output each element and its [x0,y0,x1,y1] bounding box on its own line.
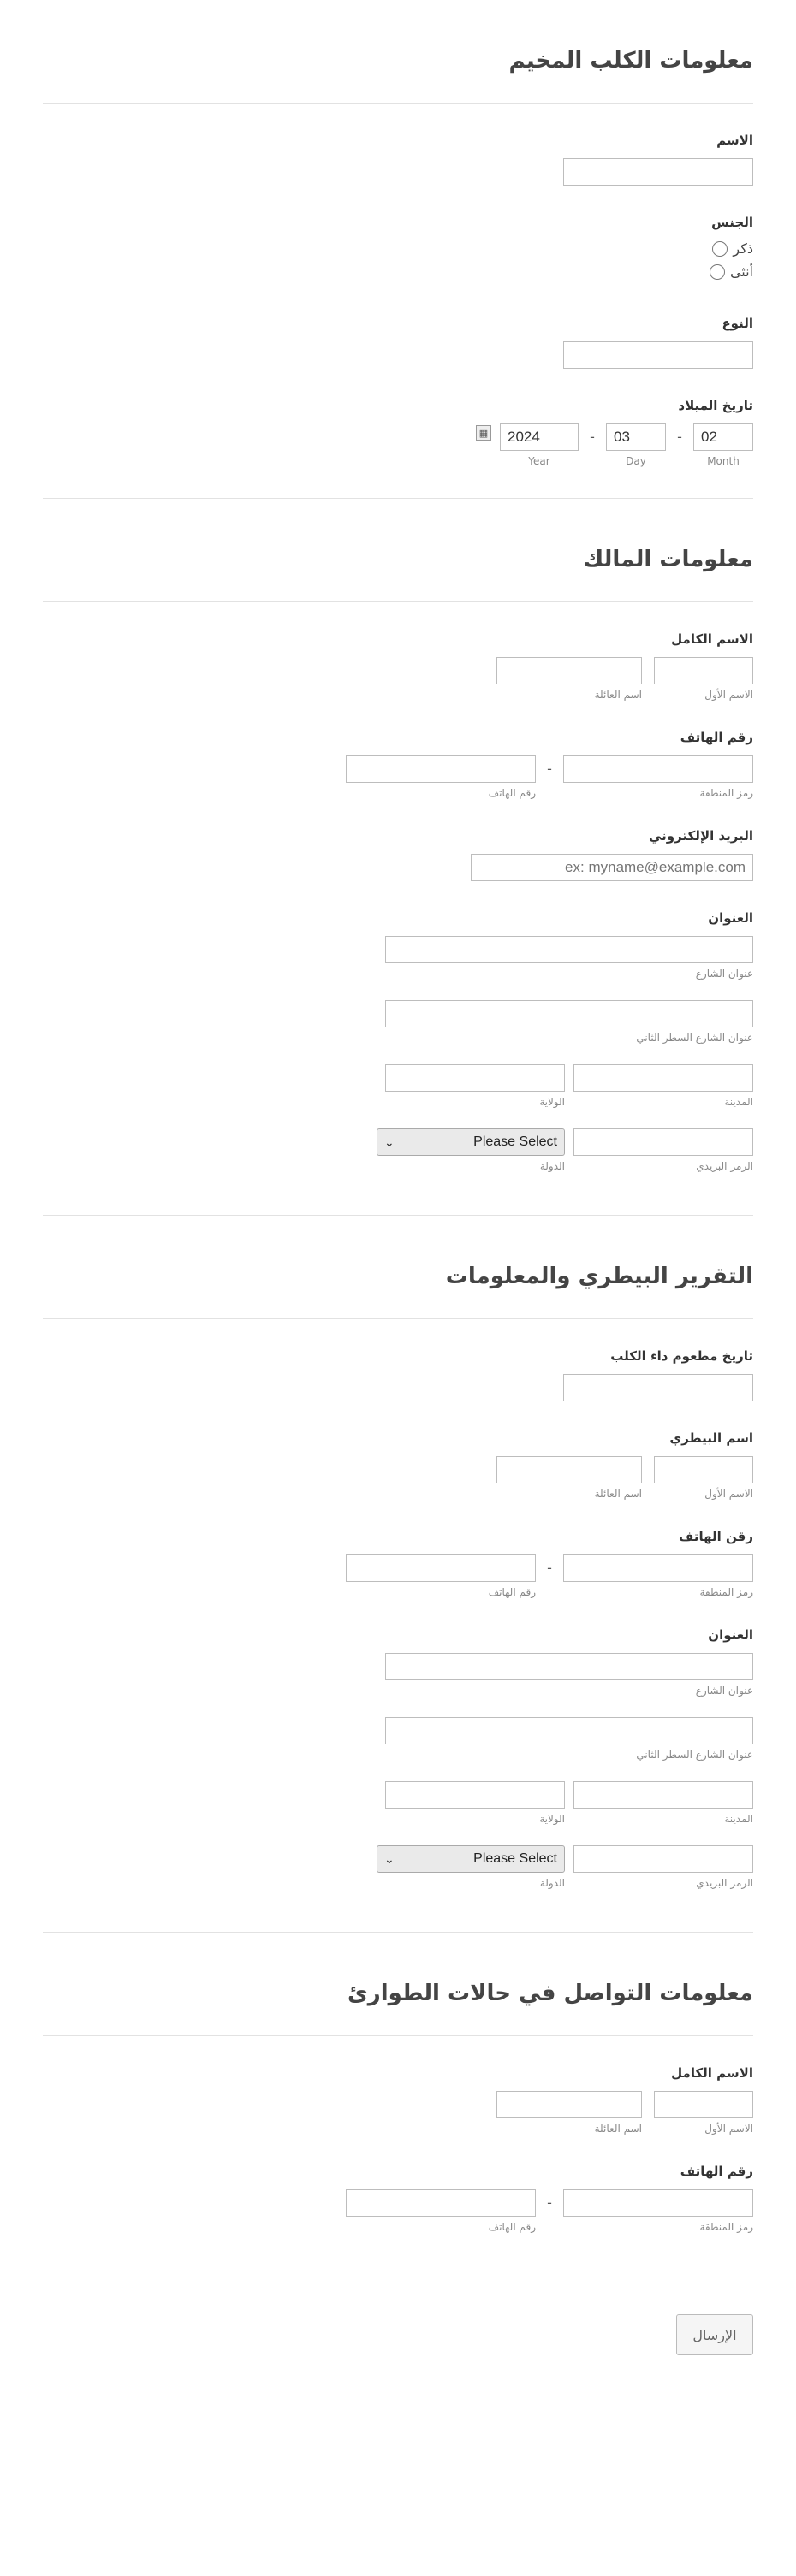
owner-state-input[interactable] [385,1064,565,1092]
vet-first-name-sublabel: الاسم الأول [704,1488,753,1500]
vet-state-input[interactable] [385,1781,565,1809]
vet-area-code-col [563,1554,753,1598]
vet-last-name-sublabel: اسم العائلة [594,1488,642,1500]
owner-city-input[interactable] [573,1064,753,1092]
emergency-phone-number-sublabel: رقم الهاتف [488,2221,536,2233]
field-owner-fullname [43,602,753,701]
field-emergency-fullname [43,2036,753,2135]
field-breed [43,287,753,369]
dob-separator: - [590,429,595,445]
owner-first-name-col [654,657,753,701]
emergency-first-name-input[interactable] [654,2091,753,2118]
phone-separator: - [547,761,552,777]
label-vet-address: العنوان [708,1627,753,1643]
label-owner-phone: رقم الهاتف [680,730,753,745]
field-vet-name [43,1401,753,1500]
vet-zip-input[interactable] [573,1845,753,1873]
owner-country-sublabel: الدولة [539,1160,565,1172]
owner-street-input[interactable] [385,936,753,963]
label-dog-name: الاسم [716,133,753,148]
label-vet-name: اسم البيطري [669,1430,753,1446]
owner-country-select[interactable] [377,1128,565,1156]
field-dog-name [43,104,753,186]
calendar-icon[interactable]: ▦ [476,425,491,441]
dob-year-col [500,423,579,467]
owner-first-name-sublabel: الاسم الأول [704,689,753,701]
dob-month-col [693,423,753,467]
field-owner-address [43,881,753,1215]
owner-phone-number-col [346,755,536,799]
gender-option-male-label: ذكر [733,240,753,257]
section-title-owner: معلومات المالك [583,547,753,572]
owner-last-name-input[interactable] [496,657,642,684]
chevron-down-icon: ⌄ [384,1134,395,1149]
dob-month-sublabel: Month [707,455,740,467]
owner-street2-sublabel: عنوان الشارع السطر الثاني [636,1032,753,1044]
label-emergency-phone: رقم الهاتف [680,2164,753,2179]
vet-area-code-input[interactable] [563,1554,753,1582]
label-gender: الجنس [711,215,753,230]
owner-zip-col [573,1128,753,1172]
label-owner-fullname: الاسم الكامل [671,631,753,647]
owner-phone-number-sublabel: رقم الهاتف [488,787,536,799]
vet-street-input[interactable] [385,1653,753,1680]
vet-last-name-input[interactable] [496,1456,642,1483]
dob-separator: - [677,429,682,445]
gender-option-female-label: أنثى [729,264,753,280]
dob-year-sublabel: Year [528,455,550,467]
emergency-area-code-input[interactable] [563,2189,753,2217]
owner-last-name-sublabel: اسم العائلة [594,689,642,701]
owner-area-code-sublabel: رمز المنطقة [699,787,753,799]
emergency-last-name-col [496,2091,642,2135]
vet-first-name-col [654,1456,753,1500]
vet-phone-number-col [346,1554,536,1598]
vet-country-select-value: Please Select [473,1851,557,1866]
owner-city-sublabel: المدينة [724,1096,753,1108]
emergency-area-code-col [563,2189,753,2233]
vet-zip-sublabel: الرمز البريدي [696,1877,753,1889]
emergency-first-name-col [654,2091,753,2135]
vet-zip-col [573,1845,753,1889]
label-owner-address: العنوان [708,910,753,926]
radio-female[interactable] [710,264,725,280]
dob-year-input[interactable] [500,423,579,451]
label-breed: النوع [722,316,753,331]
emergency-first-name-sublabel: الاسم الأول [704,2123,753,2135]
dob-day-input[interactable] [606,423,666,451]
owner-state-col [385,1064,565,1108]
rabies-date-input[interactable] [563,1374,753,1401]
owner-last-name-col [496,657,642,701]
owner-street-sublabel: عنوان الشارع [695,968,753,980]
vet-state-sublabel: الولاية [539,1813,565,1825]
owner-country-col [377,1128,565,1172]
vet-street-sublabel: عنوان الشارع [695,1685,753,1697]
owner-city-col [573,1064,753,1108]
field-gender [43,186,753,280]
phone-separator: - [547,1560,552,1576]
chevron-down-icon: ⌄ [384,1851,395,1866]
label-dob: تاريخ الميلاد [678,398,753,413]
field-vet-phone [43,1500,753,1598]
dog-name-input[interactable] [563,158,753,186]
field-emergency-phone [43,2135,753,2233]
vet-first-name-input[interactable] [654,1456,753,1483]
vet-phone-number-input[interactable] [346,1554,536,1582]
label-vet-phone: رقن الهاتف [679,1529,753,1544]
vet-street2-input[interactable] [385,1717,753,1744]
owner-area-code-col [563,755,753,799]
label-owner-email: البريد الإلكتروني [649,828,753,844]
field-owner-email [43,799,753,881]
owner-zip-sublabel: الرمز البريدي [696,1160,753,1172]
vet-city-col [573,1781,753,1825]
section-title-camper: معلومات الكلب المخيم [508,48,753,74]
label-emergency-fullname: الاسم الكامل [671,2065,753,2081]
field-vet-address [43,1598,753,1932]
owner-state-sublabel: الولاية [539,1096,565,1108]
phone-separator: - [547,2194,552,2211]
label-rabies-date: تاريخ مطعوم داء الكلب [610,1348,753,1364]
radio-male[interactable] [712,241,728,257]
owner-email-input[interactable] [471,854,753,881]
owner-area-code-input[interactable] [563,755,753,783]
dob-day-col [606,423,666,467]
owner-first-name-input[interactable] [654,657,753,684]
vet-state-col [385,1781,565,1825]
section-title-emergency: معلومات التواصل في حالات الطوارئ [347,1981,753,2006]
dob-month-input[interactable] [693,423,753,451]
emergency-phone-number-input[interactable] [346,2189,536,2217]
field-rabies-date [43,1319,753,1401]
vet-country-select[interactable] [377,1845,565,1873]
vet-street2-sublabel: عنوان الشارع السطر الثاني [636,1749,753,1761]
emergency-area-code-sublabel: رمز المنطقة [699,2221,753,2233]
vet-phone-number-sublabel: رقم الهاتف [488,1586,536,1598]
breed-input[interactable] [563,341,753,369]
vet-city-input[interactable] [573,1781,753,1809]
emergency-phone-number-col [346,2189,536,2233]
vet-country-sublabel: الدولة [539,1877,565,1889]
vet-country-col [377,1845,565,1889]
field-owner-phone [43,701,753,799]
dob-day-sublabel: Day [626,455,646,467]
owner-zip-input[interactable] [573,1128,753,1156]
section-title-vet: التقرير البيطري والمعلومات [445,1264,753,1289]
vet-last-name-col [496,1456,642,1500]
submit-button[interactable]: الإرسال [676,2314,753,2355]
vet-city-sublabel: المدينة [724,1813,753,1825]
owner-street2-input[interactable] [385,1000,753,1027]
emergency-last-name-input[interactable] [496,2091,642,2118]
gender-option-female[interactable] [43,264,753,280]
emergency-last-name-sublabel: اسم العائلة [594,2123,642,2135]
owner-country-select-value: Please Select [473,1134,557,1149]
gender-option-male[interactable] [43,240,753,257]
vet-area-code-sublabel: رمز المنطقة [699,1586,753,1598]
field-dob [43,369,753,498]
owner-phone-number-input[interactable] [346,755,536,783]
